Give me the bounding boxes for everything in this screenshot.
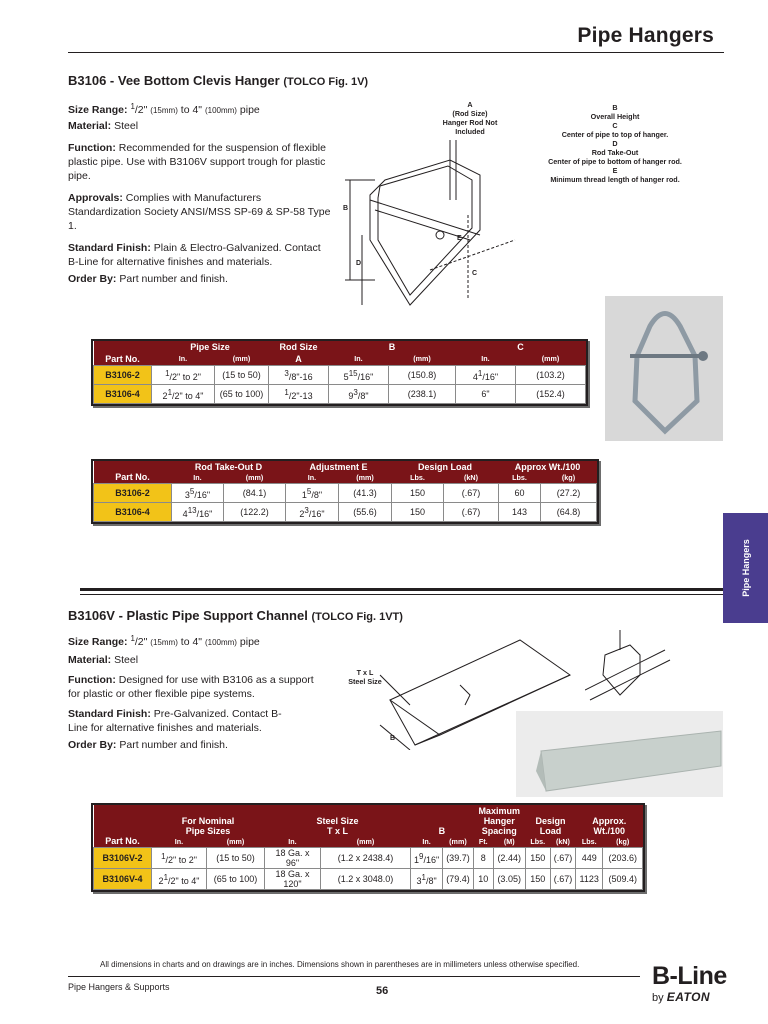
function: Function: Recommended for the suspension of flexible plastic pipe. Use with B3106V support trough for plastic pipe.: [68, 142, 326, 182]
section-fig: (TOLCO Fig. 1V): [283, 76, 369, 88]
section-divider-thin: [80, 594, 723, 595]
header-rule: [68, 52, 724, 53]
support-channel-photo: [516, 711, 723, 797]
order-by: Order By: Part number and finish.: [68, 739, 228, 751]
order-by: Order By: Part number and finish.: [68, 273, 228, 285]
dim-label-e: E: [457, 235, 462, 242]
page-number: 56: [376, 985, 389, 997]
dim-label-b: B: [390, 735, 396, 742]
table-row: B3106-4 413/16" (122.2) 23/16" (55.6) 150 (.67) 143 (64.8): [94, 503, 597, 522]
table-b3106-dimensions: Part No. Pipe Size Rod Size B C In. (mm) A In. (mm) In. (mm) B3106-2 1/2" to 2" (15 to 50) 3/8"-16 515/16" (150.8) 41/16" (103.2) B3106-4 21/2" to 4" (65 to 100) 1/2"-13 93/8" (238.1) 6" (152.4): [91, 339, 588, 406]
section-divider: [80, 588, 723, 591]
clevis-hanger-photo: [605, 296, 723, 441]
material: Material: Steel: [68, 654, 139, 666]
clevis-hanger-drawing: [330, 140, 520, 320]
table-row: B3106V-4 21/2" to 4" (65 to 100) 18 Ga. x 120" (1.2 x 3048.0) 31/8" (79.4) 10 (3.05) 150 (.67) 1123 (509.4): [94, 869, 643, 890]
table-row: B3106-2 35/16" (84.1) 15/8" (41.3) 150 (.67) 60 (27.2): [94, 484, 597, 503]
callout-a: A (Rod Size) Hanger Rod Not Included: [442, 100, 498, 136]
spec-block-b3106: [68, 100, 333, 286]
dim-label-c: C: [472, 270, 478, 277]
bline-logo: B-Line: [652, 962, 727, 990]
table-row: B3106V-2 1/2" to 2" (15 to 50) 18 Ga. x 96" (1.2 x 2438.4) 19/16" (39.7) 8 (2.44) 150 (.67) 449 (203.6): [94, 848, 643, 869]
footer-note: All dimensions in charts and on drawings are in inches. Dimensions shown in parentheses are in millimeters unless otherwise specified.: [100, 960, 580, 969]
standard-finish: Standard Finish: Plain & Electro-Galvanized. Contact B-Line for alternative finishes and materials.: [68, 242, 321, 268]
side-tab-pipe-hangers[interactable]: Pipe Hangers: [723, 513, 768, 623]
hanger-with-channel-drawing: [585, 630, 675, 705]
section-title-b3106: [68, 73, 368, 88]
th-pipe: Pipe Size: [152, 341, 269, 353]
table-row: B3106-4 21/2" to 4" (65 to 100) 1/2"-13 93/8" (238.1) 6" (152.4): [94, 385, 586, 404]
th-part: Part No.: [94, 341, 152, 366]
size-range: Size Range: $^1$/2" (15mm) to 4" (100mm) pipe: [68, 634, 260, 648]
dim-label-d: D: [356, 260, 362, 267]
th-b: B: [329, 341, 456, 353]
approvals: Approvals: Complies with Manufacturers Standardization Society ANSI/MSS SP-69 & SP-58 Type 1.: [68, 192, 331, 232]
table-row: B3106-2 1/2" to 2" (15 to 50) 3/8"-16 515/16" (150.8) 41/16" (103.2): [94, 366, 586, 385]
th-rod: Rod Size: [269, 341, 329, 353]
eaton-logo: by EATON: [652, 990, 711, 1004]
callout-legend: B Overall Height C Center of pipe to top of hanger. D Rod Take-Out Center of pipe to bottom of hanger rod. E Minimum thread length of hanger rod.: [548, 103, 682, 184]
table-b3106-loads: Part No. Rod Take-Out D Adjustment E Design Load Approx Wt./100 In. (mm) In. (mm) Lbs. (kN) Lbs. (kg) B3106-2 35/16" (84.1) 15/8" (41.3) 150 (.67) 60 (27.2) B3106-4 413/16" (122.2) 23/16" (55.6) 150 (.67) 143 (64.8): [91, 459, 599, 524]
spec-block-b3106v: [68, 632, 333, 752]
footer-rule: [68, 976, 640, 977]
section-title-b3106v: B3106V - Plastic Pipe Support Channel (TOLCO Fig. 1VT): [68, 608, 403, 623]
material: Material: Steel: [68, 120, 139, 132]
table-b3106v: Part No. For Nominal Pipe Sizes Steel Size T x L B Maximum Hanger Spacing Design Load Approx. Wt./100 In. (mm) In. (mm) In. (mm) Ft. (M) Lbs. (kN) Lbs. (kg) B3106V-2 1/2" to 2" (15 to 50) 18 Ga. x 96" (1.2 x 2438.4) 19/16" (39.7) 8 (2.44) 150 (.67) 449 (203.6) B3106V-4 21/2" to 4" (65 to 100) 18 Ga. x 120" (1.2 x 3048.0) 31/8" (79.4) 10 (3.05) 150 (.67) 1123 (509.4): [91, 803, 645, 892]
section-title-text: B3106 - Vee Bottom Clevis Hanger: [68, 73, 280, 88]
function: Function: Designed for use with B3106 as a support for plastic or other flexible pipe systems.: [68, 674, 314, 700]
page-title: Pipe Hangers: [577, 24, 714, 47]
dim-label-b: B: [343, 205, 349, 212]
standard-finish: Standard Finish: Pre-Galvanized. Contact B-Line for alternative finishes and materials.: [68, 708, 282, 734]
size-range: Size Range: $^1$/2" (15mm) to 4" (100mm) pipe: [68, 102, 260, 116]
th-c: C: [456, 341, 586, 353]
footer-section: Pipe Hangers & Supports: [68, 982, 170, 992]
callout-txl: T x L Steel Size: [348, 668, 382, 686]
